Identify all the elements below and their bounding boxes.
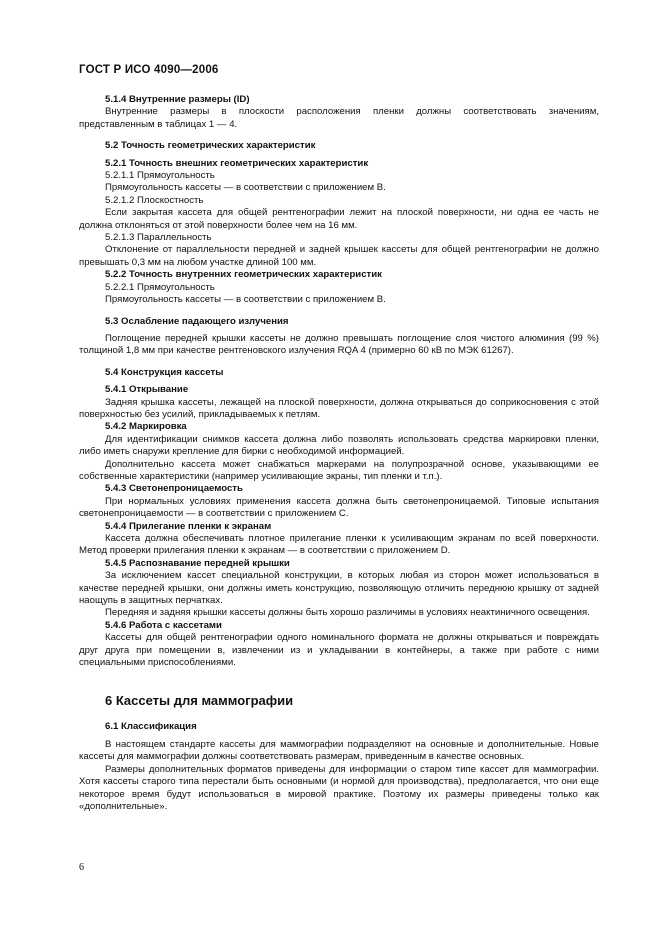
paragraph: 5.2.1.2 Плоскостность [105,194,204,206]
section-heading: 5.1.4 Внутренние размеры (ID) [105,94,250,105]
page-number: 6 [79,862,84,873]
section-heading: 5.4.6 Работа с кассетами [105,619,222,631]
chapter-heading: 6 Кассеты для маммографии [105,693,294,709]
paragraph: 5.2.2.1 Прямоугольность [105,281,215,293]
paragraph: Для идентификации снимков кассета должна либо позволять использовать средства маркировки пленки, либо иметь снаружи крепление для бирки с необходимой информацией. [79,433,599,458]
section-heading: 5.2 Точность геометрических характеристик [105,140,316,152]
paragraph: 5.2.1.3 Параллельность [105,232,212,244]
paragraph: Отклонение от параллельности передней и задней крышек кассеты для общей рентгенографии не должно превышать 0,3 мм на любом участке длиной 100 мм. [79,244,599,268]
paragraph: Прямоугольность кассеты — в соответствии с приложением В. [105,182,386,194]
section-heading: 5.4.1 Открывание [105,384,189,396]
paragraph: Задняя крышка кассеты, лежащей на плоской поверхности, должна открываться до соприкосновения с этой поверхностью без усилий, прикладываемых к петлям. [79,396,599,420]
document-body [79,94,599,813]
section-heading: 5.3 Ослабление падающего излучения [105,315,289,327]
paragraph: За исключением кассет специальной конструкции, в которых любая из сторон может использоваться в качестве передней крышки, они должны иметь конструкцию, позволяющую отличить переднюю крышку от задней наощупь в защитных перчатках. [79,570,599,607]
paragraph: 5.2.1.1 Прямоугольность [105,170,215,182]
paragraph: Кассеты для общей рентгенографии одного номинального формата не должны открываться и повреждать друг друга при помещении в, извлечении из и укладывании в контейнеры, а также при работе с ними специальными приспособлениями. [79,632,599,669]
paragraph: Передняя и задняя крышки кассеты должны быть хорошо различимы в условиях неактиничного освещения. [105,607,590,619]
section-heading: 6.1 Классификация [105,721,197,733]
paragraph: Размеры дополнительных форматов приведены для информации о старом типе кассет для маммографии. Хотя кассеты старого типа перестали быть основными (и нормой для производства), предполагается, что они еще некоторое время будут использоваться в мировой практике. Поэтому их размеры приведены только как «дополнительные». [79,763,599,812]
paragraph: Если закрытая кассета для общей рентгенографии лежит на плоской поверхности, ни одна ее часть не должна отклоняться от этой поверхности более чем на 16 мм. [79,207,599,231]
section-heading: 5.4.2 Маркировка [105,421,187,433]
section-heading: 5.4.3 Светонепроницаемость [105,483,243,495]
paragraph: Кассета должна обеспечивать плотное прилегание пленки к усиливающим экранам по всей поверхности. Метод проверки прилегания пленки к экранам — в соответствии с приложением D. [79,533,599,557]
paragraph: Прямоугольность кассеты — в соответствии с приложением В. [105,294,386,306]
section-heading: 5.4 Конструкция кассеты [105,366,224,378]
section-heading: 5.2.1 Точность внешних геометрических характеристик [105,157,369,169]
section-heading: 5.4.4 Прилегание пленки к экранам [105,520,272,532]
section-heading: 5.2.2 Точность внутренних геометрических характеристик [105,269,382,281]
section-heading: 5.4.5 Распознавание передней крышки [105,557,290,569]
paragraph: Поглощение передней крышки кассеты не должно превышать поглощение слоя чистого алюминия (99 %) толщиной 1,8 мм при качестве рентгеновского излучения RQA 4 (примерно 60 кВ по МЭК 61267). [79,332,599,357]
paragraph: Дополнительно кассета может снабжаться маркерами на полупрозрачной основе, указывающими ее собственные характеристики (например усиливающие экраны, тип пленки и т.п.). [79,458,599,482]
paragraph: Внутренние размеры в плоскости расположения пленки должны соответствовать значениям, представленным в таблицах 1 — 4. [79,106,599,130]
paragraph: При нормальных условиях применения кассета должна быть светонепроницаемой. Типовые испытания светонепроницаемости — в соответствии с приложением С. [79,495,599,520]
paragraph: В настоящем стандарте кассеты для маммографии подразделяют на основные и дополнительные. Новые кассеты для маммографии должны соответствовать размерам, приведенным в качестве основных. [79,738,599,763]
document-header: ГОСТ Р ИСО 4090—2006 [79,64,219,76]
